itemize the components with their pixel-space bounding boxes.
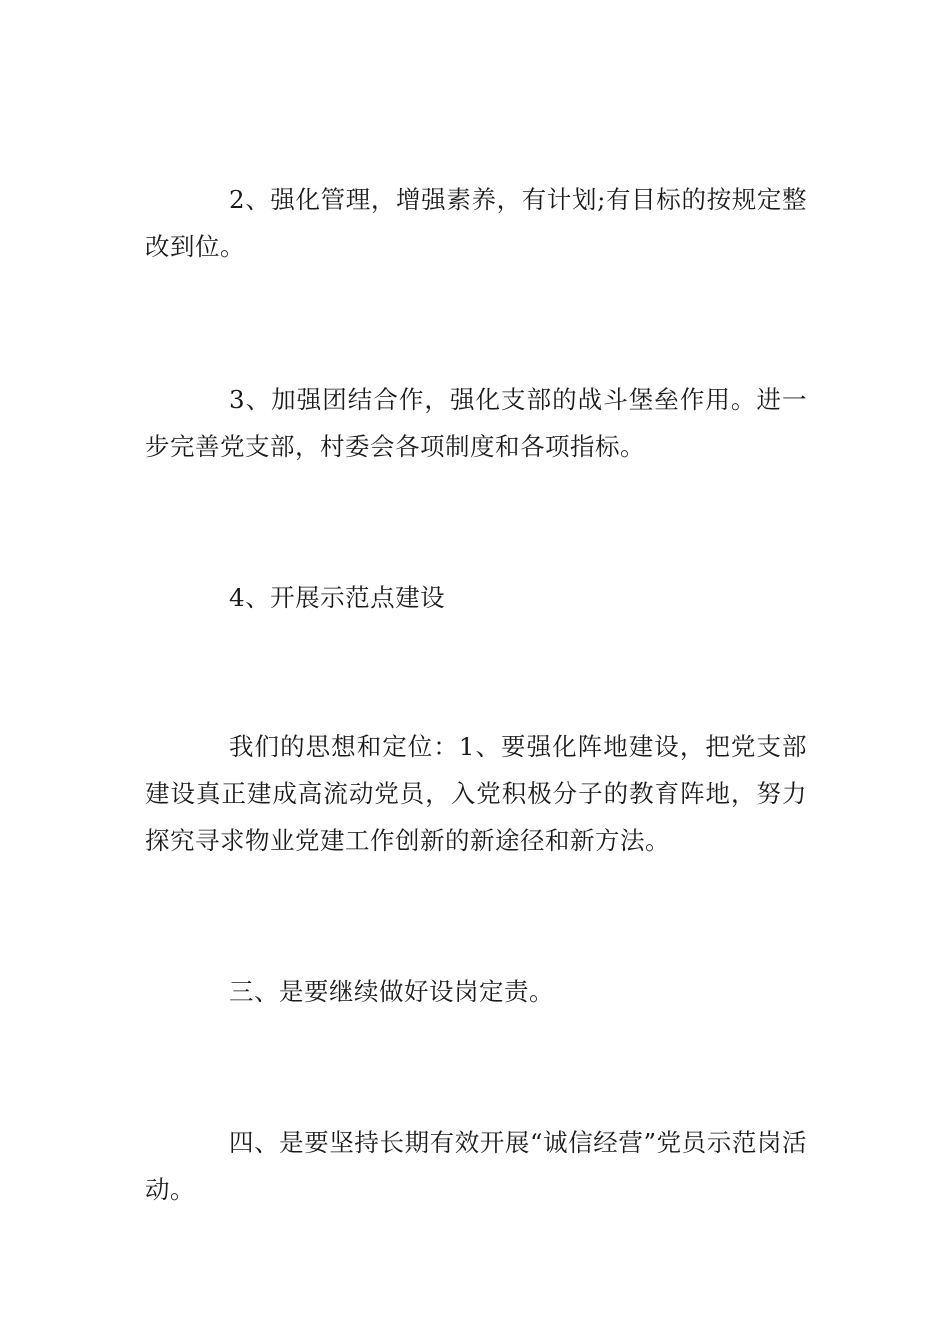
paragraph-integrity-activity: 四、是要坚持长期有效开展“诚信经营”党员示范岗活动。 xyxy=(145,1128,807,1204)
paragraph-management: 2、强化管理，增强素养，有计划;有目标的按规定整改到位。 xyxy=(145,185,807,261)
paragraph-demonstration-site: 4、开展示范点建设 xyxy=(229,583,446,612)
paragraph-post-responsibility: 三、是要继续做好设岗定责。 xyxy=(229,977,554,1006)
paragraph-cooperation: 3、加强团结合作，强化支部的战斗堡垒作用。进一步完善党支部，村委会各项制度和各项指标。 xyxy=(145,385,807,461)
paragraph-positioning: 我们的思想和定位：1、要强化阵地建设，把党支部建设真正建成高流动党员，入党积极分子的教育阵地，努力探究寻求物业党建工作创新的新途径和新方法。 xyxy=(145,732,807,855)
